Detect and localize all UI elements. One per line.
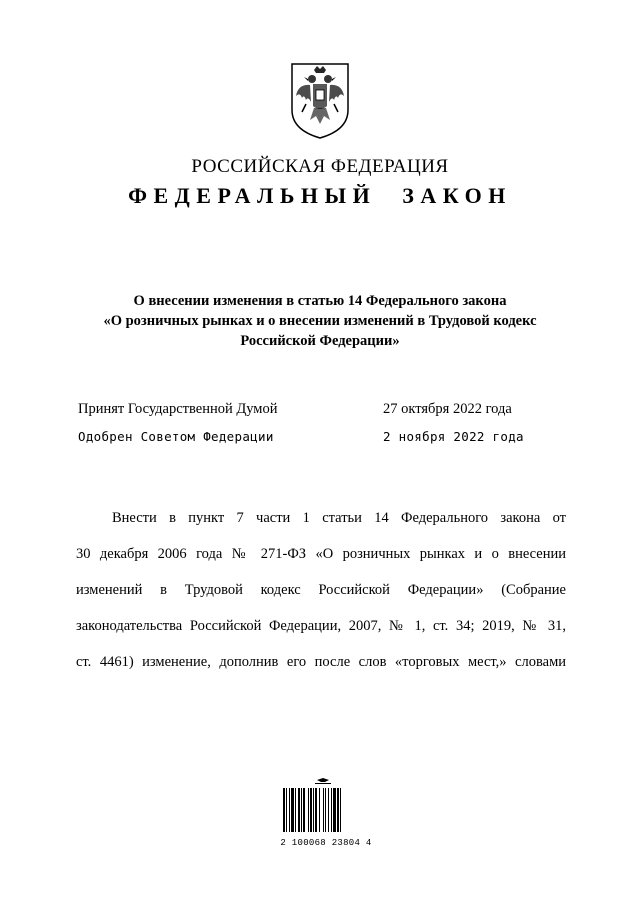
barcode-icon xyxy=(283,778,363,833)
approval-date: 27 октября 2022 года xyxy=(383,401,512,417)
law-body xyxy=(76,500,566,680)
approval-date: 2 ноября 2022 года xyxy=(383,429,524,444)
coat-of-arms-icon xyxy=(288,60,352,140)
law-title-line: «О розничных рынках и о внесении изменений в Трудовой кодекс xyxy=(103,313,537,329)
body-line: 30 декабря 2006 года № 271-ФЗ «О розничных рынках и о внесении xyxy=(76,546,566,562)
body-line: Внести в пункт 7 части 1 статьи 14 Федерального закона от xyxy=(112,510,566,526)
barcode-number: 2 100068 23804 4 xyxy=(280,838,372,848)
body-line: изменений в Трудовой кодекс Российской Федерации» (Собрание xyxy=(76,582,566,598)
approval-label: Одобрен Советом Федерации xyxy=(78,429,274,444)
law-title-line: О внесении изменения в статью 14 Федерального закона xyxy=(133,293,507,309)
body-line: ст. 4461) изменение, дополнив его после слов «торговых мест,» словами xyxy=(76,654,566,670)
country-heading: РОССИЙСКАЯ ФЕДЕРАЦИЯ xyxy=(191,156,449,177)
law-title xyxy=(60,291,580,351)
approval-label: Принят Государственной Думой xyxy=(78,401,278,417)
body-line: законодательства Российской Федерации, 2007, № 1, ст. 34; 2019, № 31, xyxy=(76,618,566,634)
document-type-heading: ФЕДЕРАЛЬНЫЙ ЗАКОН xyxy=(128,183,512,208)
law-title-line: Российской Федерации» xyxy=(240,333,400,349)
